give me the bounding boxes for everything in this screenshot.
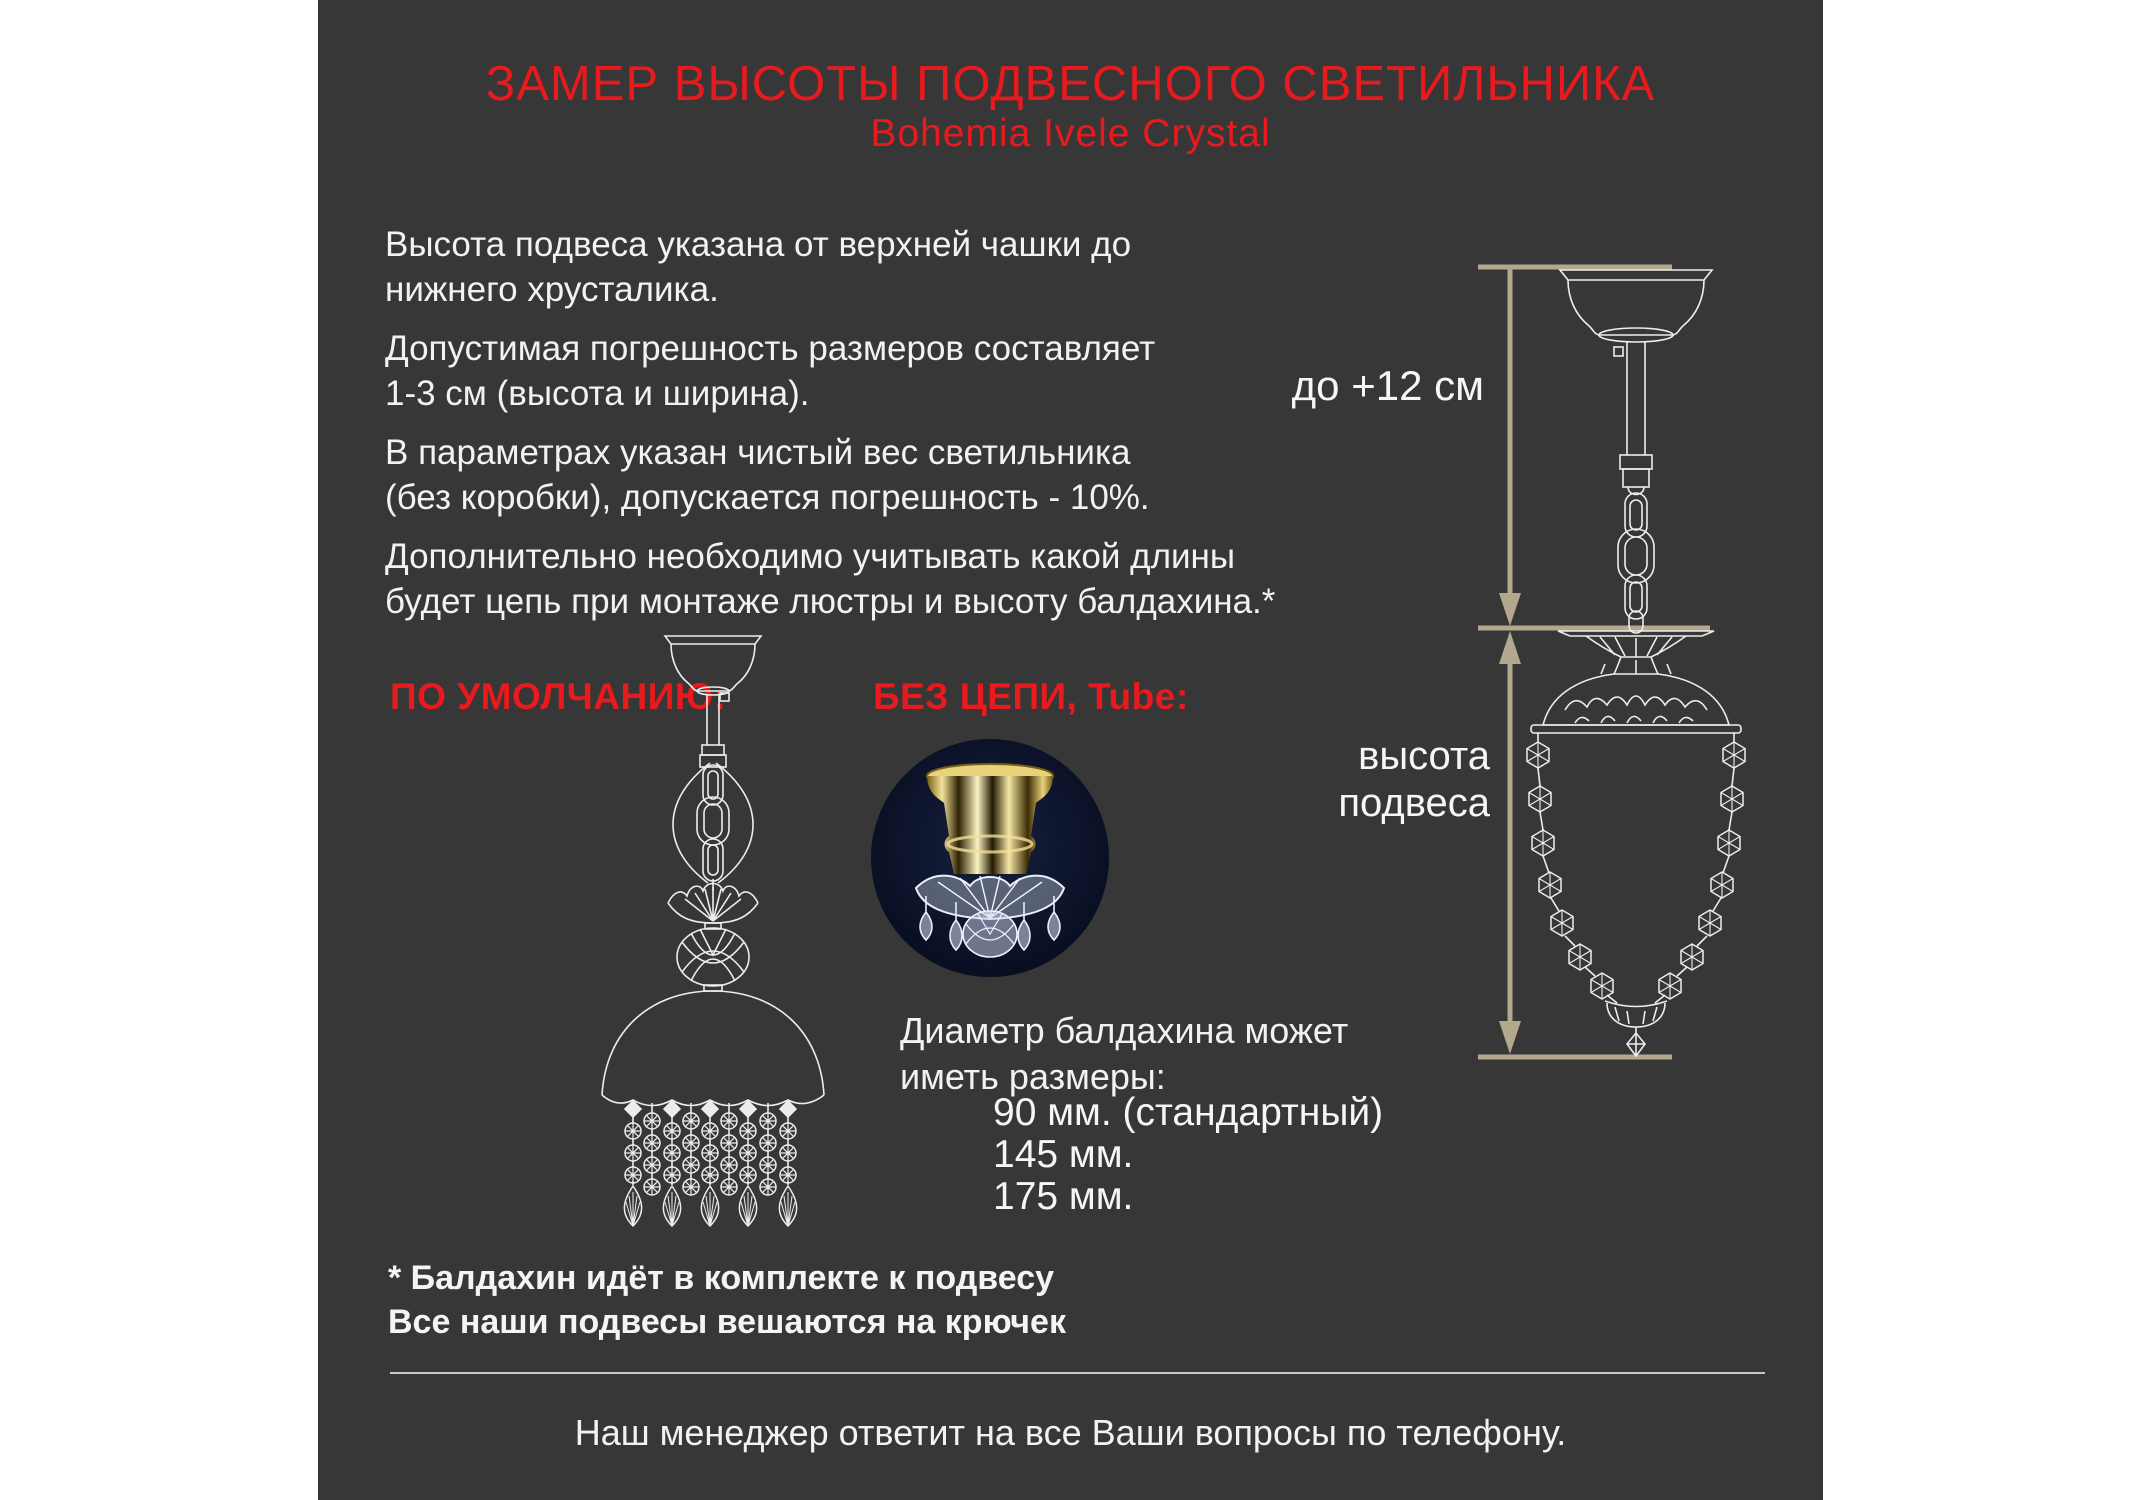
footnote: * Балдахин идёт в комплекте к подвесу Все наши подвесы вешаются на крючек	[388, 1259, 1066, 1341]
no-chain-option-label: БЕЗ ЦЕПИ, Tube:	[873, 676, 1189, 717]
dimension-lines	[1478, 267, 1710, 1057]
intro-text-block	[385, 222, 1275, 638]
diameter-option: 145 мм.	[993, 1133, 1134, 1176]
footer-divider	[390, 1372, 1765, 1374]
chain-allowance-label: до +12 см	[1291, 362, 1484, 409]
pendant-lamp-drawing	[1527, 270, 1745, 1056]
paragraph-3: В параметрах указан чистый вес светильника (без коробки), допускается погрешность - 10%.	[385, 433, 1150, 517]
strand-diamonds	[625, 1101, 796, 1117]
default-pendant-drawing	[590, 633, 840, 1243]
height-measurement-diagram	[1455, 255, 1765, 1070]
diameter-options-list	[993, 1092, 1383, 1218]
diameter-heading: Диаметр балдахина может иметь размеры:	[900, 1010, 1349, 1097]
diameter-option: 175 мм.	[993, 1175, 1134, 1218]
brand-subtitle: Bohemia Ivele Crystal	[870, 112, 1271, 155]
default-option-label: ПО УМОЛЧАНИЮ:	[390, 676, 727, 717]
no-chain-canopy-photo	[868, 736, 1112, 980]
paragraph-1: Высота подвеса указана от верхней чашки до нижнего хрусталика.	[385, 225, 1132, 309]
page-title: ЗАМЕР ВЫСОТЫ ПОДВЕСНОГО СВЕТИЛЬНИКА	[485, 57, 1656, 111]
paragraph-2: Допустимая погрешность размеров составляет 1-3 см (высота и ширина).	[385, 329, 1156, 413]
footer-note: Наш менеджер ответит на все Ваши вопросы по телефону.	[574, 1412, 1567, 1453]
paragraph-4: Дополнительно необходимо учитывать какой длины будет цепь при монтаже люстры и высоту балдахина.*	[385, 537, 1276, 621]
pendant-height-label: высота подвеса	[1338, 734, 1490, 825]
diameter-option: 90 мм. (стандартный)	[993, 1091, 1384, 1134]
